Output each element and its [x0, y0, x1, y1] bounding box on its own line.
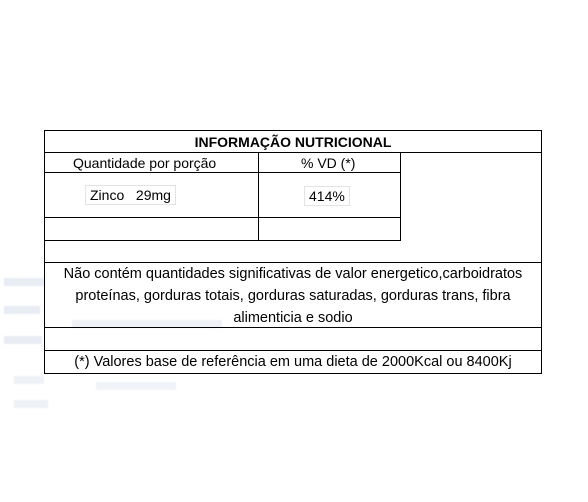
background-artifact	[4, 336, 42, 344]
background-artifact	[4, 278, 44, 286]
column-divider	[400, 152, 401, 241]
nutrient-zinc: Zinco 29mg	[85, 185, 176, 205]
column-divider	[258, 152, 259, 241]
header-vd: % VD (*)	[301, 155, 356, 171]
title-divider	[45, 152, 541, 153]
background-artifact	[4, 306, 40, 314]
nutrition-table	[44, 130, 542, 374]
notice-line: alimenticia e sodio	[233, 310, 353, 326]
background-artifact	[96, 382, 176, 390]
table-title: INFORMAÇÃO NUTRICIONAL	[194, 134, 392, 150]
vd-zinc: 414%	[304, 186, 350, 206]
section-divider	[45, 350, 541, 351]
row-divider	[45, 240, 401, 241]
notice-line: proteínas, gorduras totais, gorduras saturadas, gorduras trans, fibra	[75, 288, 511, 304]
header-quantity: Quantidade por porção	[73, 155, 217, 171]
notice-text	[45, 263, 541, 329]
background-artifact	[14, 376, 44, 384]
footnote: (*) Valores base de referência em uma dieta de 2000Kcal ou 8400Kj	[74, 354, 512, 370]
notice-line: Não contém quantidades significativas de valor energetico,carboidratos	[63, 266, 523, 282]
background-artifact	[14, 400, 48, 408]
header-divider	[45, 172, 401, 173]
row-divider	[45, 217, 401, 218]
